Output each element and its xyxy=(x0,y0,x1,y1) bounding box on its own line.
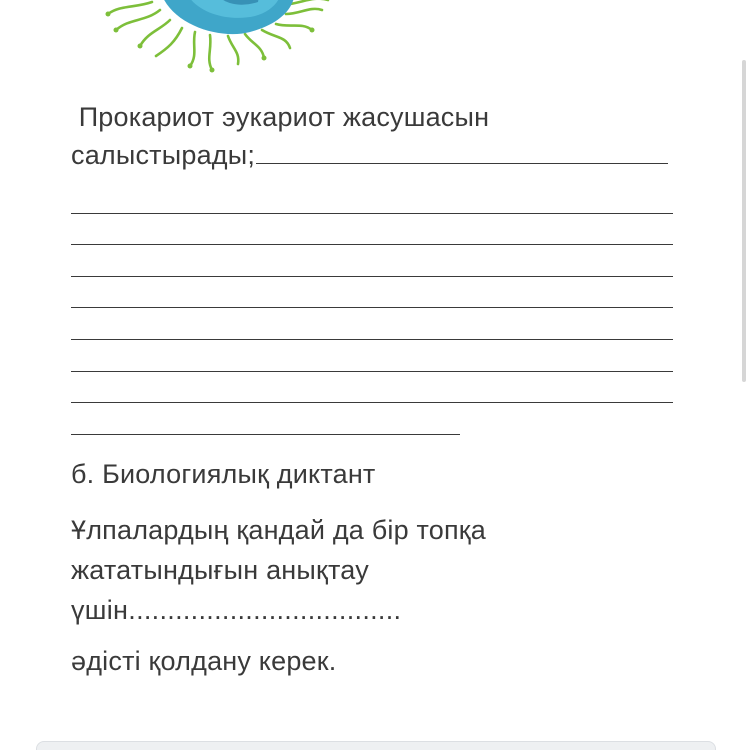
dictation-closing: әдісті қолдану керек. xyxy=(71,645,337,676)
answer-blank-inline xyxy=(256,141,668,164)
scrollbar[interactable] xyxy=(742,60,746,382)
next-card-edge xyxy=(36,741,716,750)
answer-line xyxy=(71,277,673,309)
question-line-2-text: салыстырады; xyxy=(71,140,256,170)
question-line-1: Прокариот эукариот жасушасын xyxy=(71,102,490,132)
section-heading: б. Биологиялық диктант xyxy=(71,458,376,489)
dictation-line-3: үшін................................... xyxy=(71,594,402,625)
answer-line xyxy=(71,245,673,277)
dictation-line-2: жататындығын анықтау xyxy=(71,554,369,585)
worksheet-content xyxy=(71,98,681,680)
answer-line xyxy=(71,340,673,372)
bacterium-icon xyxy=(90,0,350,75)
answer-line-short xyxy=(71,403,460,435)
answer-line xyxy=(71,372,673,404)
dictation-block xyxy=(71,510,681,630)
bacterium-illustration xyxy=(90,0,350,75)
answer-line xyxy=(71,214,673,246)
question-line-2 xyxy=(71,136,681,174)
dictation-line-1: Ұлпалардың қандай да бір топқа xyxy=(71,514,487,545)
answer-lines xyxy=(71,182,681,435)
comparison-question xyxy=(71,98,681,174)
answer-line xyxy=(71,308,673,340)
answer-line xyxy=(71,182,673,214)
